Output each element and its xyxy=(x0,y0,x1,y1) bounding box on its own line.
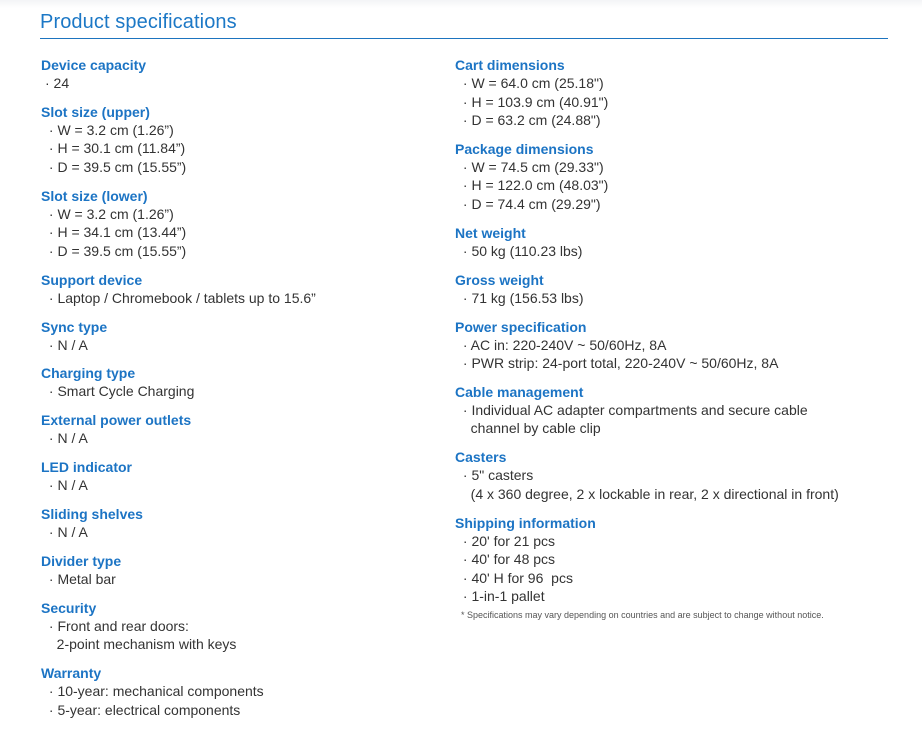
page-title: Product specifications xyxy=(40,11,237,33)
title-divider xyxy=(40,38,888,39)
spec-section-divider-type xyxy=(41,553,441,589)
spec-value: (4 x 360 degree, 2 x lockable in rear, 2 x directional in front) xyxy=(459,485,839,502)
spec-section-charging-type xyxy=(41,365,441,401)
spec-heading: Support device xyxy=(41,271,143,288)
spec-heading: External power outlets xyxy=(41,412,192,429)
spec-value: · PWR strip: 24-port total, 220-240V ~ 50/60Hz, 8A xyxy=(459,355,779,372)
spec-heading: Sliding shelves xyxy=(41,506,143,523)
spec-heading: Security xyxy=(41,599,97,616)
spec-value: · D = 74.4 cm (29.29") xyxy=(459,195,601,212)
spec-section-cart-dimensions xyxy=(455,57,895,130)
spec-section-slot-size-upper xyxy=(41,104,441,177)
spec-heading: Slot size (upper) xyxy=(41,103,150,120)
spec-heading: Gross weight xyxy=(455,271,544,288)
spec-value: · 50 kg (110.23 lbs) xyxy=(459,242,583,259)
spec-value: · H = 103.9 cm (40.91") xyxy=(459,93,609,110)
spec-heading: Package dimensions xyxy=(455,140,594,157)
spec-value: · Metal bar xyxy=(45,571,116,588)
spec-section-package-dimensions xyxy=(455,141,895,214)
spec-section-shipping-information xyxy=(455,515,895,606)
spec-value: · 20' for 21 pcs xyxy=(459,532,556,549)
spec-value: · D = 39.5 cm (15.55”) xyxy=(45,242,187,259)
spec-value: · 1-in-1 pallet xyxy=(459,588,545,605)
spec-heading: LED indicator xyxy=(41,459,133,476)
spec-value: · 10-year: mechanical components xyxy=(45,683,264,700)
header-band xyxy=(0,0,922,8)
spec-section-warranty xyxy=(41,665,441,719)
spec-section-device-capacity xyxy=(41,57,441,93)
spec-section-external-power-outlets xyxy=(41,412,441,448)
right-spec-column xyxy=(455,57,895,621)
spec-value: · H = 30.1 cm (11.84”) xyxy=(45,140,186,157)
spec-value: · D = 63.2 cm (24.88") xyxy=(459,112,601,128)
spec-value: · 71 kg (156.53 lbs) xyxy=(459,289,584,306)
spec-heading: Net weight xyxy=(455,224,526,241)
spec-heading: Shipping information xyxy=(455,514,596,531)
spec-heading: Device capacity xyxy=(41,57,147,73)
spec-section-sync-type xyxy=(41,319,441,355)
spec-section-casters xyxy=(455,449,895,503)
spec-value: · N / A xyxy=(45,430,88,447)
spec-value: · W = 74.5 cm (29.33") xyxy=(459,158,604,175)
spec-heading: Slot size (lower) xyxy=(41,187,148,204)
spec-value: · W = 3.2 cm (1.26”) xyxy=(45,205,174,222)
spec-heading: Charging type xyxy=(41,365,136,382)
spec-heading: Cart dimensions xyxy=(455,57,565,73)
spec-section-led-indicator xyxy=(41,459,441,495)
spec-value: · H = 122.0 cm (48.03") xyxy=(459,177,609,194)
spec-value: · 40' H for 96 pcs xyxy=(459,569,573,586)
spec-heading: Cable management xyxy=(455,383,584,400)
spec-value: · Smart Cycle Charging xyxy=(45,383,195,400)
spec-value: · 40' for 48 pcs xyxy=(459,551,556,568)
spec-value: · D = 39.5 cm (15.55”) xyxy=(45,158,187,175)
spec-value: · N / A xyxy=(45,477,88,494)
spec-heading: Warranty xyxy=(41,665,102,682)
spec-section-security xyxy=(41,600,441,654)
spec-section-gross-weight xyxy=(455,272,895,308)
spec-section-net-weight xyxy=(455,225,895,261)
spec-value: · Laptop / Chromebook / tablets up to 15.6” xyxy=(45,289,316,306)
spec-heading: Divider type xyxy=(41,553,122,570)
spec-value: · 5-year: electrical components xyxy=(45,701,241,718)
spec-section-slot-size-lower xyxy=(41,188,441,261)
spec-value: · AC in: 220-240V ~ 50/60Hz, 8A xyxy=(459,336,667,353)
spec-value: · H = 34.1 cm (13.44”) xyxy=(45,224,187,241)
spec-value: 2-point mechanism with keys xyxy=(45,636,237,653)
spec-heading: Power specification xyxy=(455,318,587,335)
spec-section-sliding-shelves xyxy=(41,506,441,542)
left-spec-column xyxy=(41,57,441,719)
spec-value: channel by cable clip xyxy=(459,420,601,437)
spec-heading: Casters xyxy=(455,449,507,466)
spec-value: · N / A xyxy=(45,336,88,353)
spec-heading: Sync type xyxy=(41,318,108,335)
spec-section-power-specification xyxy=(455,319,895,373)
disclaimer-note: * Specifications may vary depending on countries and are subject to change without notice. xyxy=(461,609,824,620)
spec-value: · W = 3.2 cm (1.26”) xyxy=(45,121,174,138)
spec-value: · Individual AC adapter compartments and secure cable xyxy=(459,401,808,418)
spec-value: · N / A xyxy=(45,524,88,541)
spec-value: · 5" casters xyxy=(459,467,534,484)
spec-value: · Front and rear doors: xyxy=(45,617,189,634)
spec-section-cable-management xyxy=(455,384,895,438)
spec-value: · W = 64.0 cm (25.18") xyxy=(459,75,604,91)
spec-section-support-device xyxy=(41,272,441,308)
spec-value: · 24 xyxy=(45,75,70,91)
